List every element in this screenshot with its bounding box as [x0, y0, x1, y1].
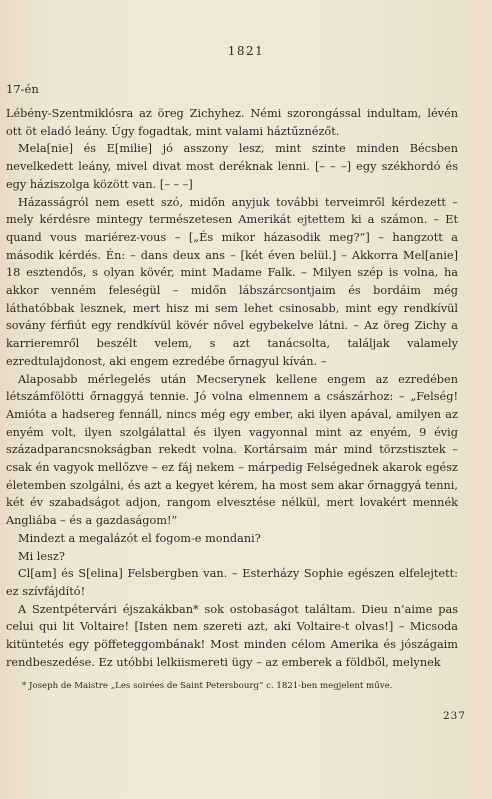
- paragraph-5: Mindezt a megalázót el fogom-e mondani?: [18, 531, 261, 545]
- paragraph-8: A Szentpétervári éjszakákban* sok ostobaságot találtam. Dieu n’aime pas celui qui lit Voltaire! [Isten nem szereti azt, aki Voltaire-t olvas!] – Micsoda kitüntetés egy pöffeteggombának! Most minden célom Amerika és jószágaim rendbeszedése. Ez utóbbi lelkiismereti ügy – az emberek a földből, melynek: [6, 602, 458, 669]
- paragraph-3: Házasságról nem esett szó, midőn anyjuk további terveimről kérdezett – mely kérdésre mintegy természetesen Amerikát ejtettem ki a számon. – Et quand vous mariérez-vous – [„És mikor házasodik meg?”] – hangzott a második kérdés. Én: – dans deux ans – [két éven belül.] – Akkorra Mel[anie] 18 esztendős, s olyan kövér, mint Madame Falk. – Milyen szép is volna, ha akkor venném feleségül – midőn lábszárcsontjaim és bordáim még láthatóbbak lesznek, mert hisz mi sem lehet csinosabb, mint egy rendkívül sovány férfiút egy rendkívül kövér nővel egybekelve látni. – Az öreg Zichy a karrieremről beszélt velem, s azt tanácsolta, találjak valamely ezredtulajdonost, aki engem ezredébe őrnagyul kíván. –: [6, 195, 458, 368]
- diary-date: 17-én: [6, 82, 39, 96]
- running-head-year: 1821: [227, 44, 265, 58]
- diary-body: [6, 105, 458, 672]
- paragraph-2: Mela[nie] és E[milie] jó asszony lesz, mint szinte minden Bécsben nevelkedett leány, mivel divat most deréknak lenni. [– – –] egy székhordó és egy háziszolga között van. [– – –]: [6, 142, 458, 191]
- paragraph-6: Mi lesz?: [18, 549, 65, 563]
- paragraph-7: Cl[am] és S[elina] Felsbergben van. – Esterházy Sophie egészen elfelejtett: ez szívfájdító!: [6, 567, 458, 598]
- paragraph-1: Lébény-Szentmiklósra az öreg Zichyhez. Némi szorongással indultam, lévén ott öt eladó leány. Úgy fogadtak, mint valami háztűznézőt.: [6, 107, 458, 138]
- page-number: 237: [442, 710, 466, 722]
- paragraph-4: Alaposabb mérlegelés után Mecserynek kellene engem az ezredében létszámfölötti őrnaggyá tennie. Jó volna elmennem a császárhoz: – „Felség! Amióta a hadsereg fennáll, nincs még egy ember, aki ilyen apával, amilyen az enyém volt, ilyen szolgálattal és ilyen vagyonnal mint az enyém, 9 évig századparancsnokságban rekedt volna. Kortársaim már mind törzstisztek – csak én vagyok mellőzve – ez fáj nekem – márpedig Felségednek akarok egész életemben szolgálni, és azt a kegyet kérem, ha most sem akar őrnaggyá tenni, két év szabadságot adjon, rangom elvesztése nélkül, mert lovakért mennék Angliába – és a gazdaságom!”: [6, 372, 458, 528]
- footnote: * Joseph de Maistre „Les soirées de Saint Petersbourg” c. 1821-ben megjelent műve.: [22, 681, 393, 691]
